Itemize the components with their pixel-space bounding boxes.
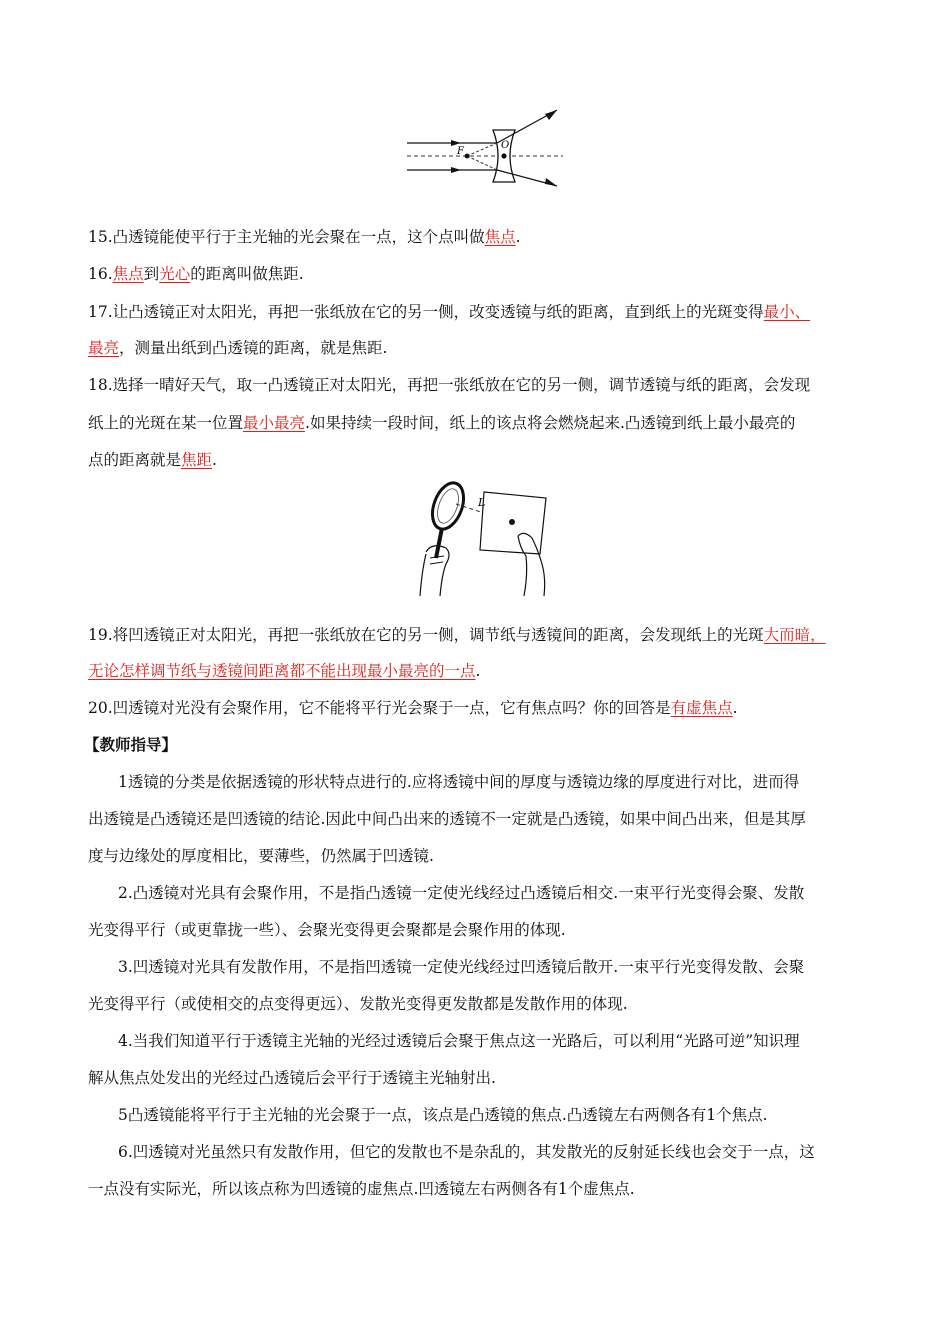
q19-answer-1: 大而暗， [763,626,826,644]
guide-2-line-1: 2.凸透镜对光具有会聚作用，不是指凸透镜一定使光线经过凸透镜后相交.一束平行光变得会聚、发散 [118,884,805,902]
q15-answer: 焦点 [484,228,516,246]
question-18-line-1: 18.选择一晴好天气，取一凸透镜正对太阳光，再把一张纸放在它的另一侧，调节透镜与纸的距离，会发现 [88,376,811,394]
guide-1-line-1: 1透镜的分类是依据透镜的形状特点进行的.应将透镜中间的厚度与透镜边缘的厚度进行对比，进而得 [118,773,800,791]
question-17-line-2: 最亮，测量出纸到凸透镜的距离，就是焦距. [88,339,388,357]
question-16: 16.焦点到光心的距离叫做焦距. [88,265,304,283]
question-18-line-2: 纸上的光斑在某一位置最小最亮.如果持续一段时间，纸上的该点将会燃烧起来.凸透镜到纸上最小最亮的 [88,414,796,432]
q17-answer-a: 最小、 [763,303,811,321]
magnifier-paper-diagram [412,478,564,596]
teacher-guidance-heading: 【教师指导】 [84,735,178,754]
guide-2-line-2: 光变得平行（或更靠拢一些）、会聚光变得更会聚都是会聚作用的体现. [88,921,566,939]
q18-answer-1: 最小最亮 [243,414,306,432]
q18-answer-2: 焦距 [181,451,213,469]
guide-4-line-2: 解从焦点处发出的光经过凸透镜后会平行于透镜主光轴射出. [88,1069,496,1087]
question-19-line-1: 19.将凹透镜正对太阳光，再把一张纸放在它的另一侧，调节纸与透镜间的距离，会发现纸上的光斑大而暗， [88,626,826,644]
concave-lens-diagram [405,100,565,188]
q19-answer-2: 无论怎样调节纸与透镜间距离都不能出现最小最亮的一点 [88,662,476,680]
q16-answer-2: 光心 [159,265,191,283]
question-17-line-1: 17.让凸透镜正对太阳光，再把一张纸放在它的另一侧，改变透镜与纸的距离，直到纸上的光斑变得最小、 [88,303,811,321]
question-19-line-2: 无论怎样调节纸与透镜间距离都不能出现最小最亮的一点. [88,662,481,680]
distance-label: L [478,496,486,509]
question-15: 15.凸透镜能使平行于主光轴的光会聚在一点，这个点叫做焦点. [88,228,521,246]
guide-6-line-1: 6.凹透镜对光虽然只有发散作用，但它的发散也不是杂乱的，其发散光的反射延长线也会交于一点，这 [118,1143,815,1161]
optical-center-label: O [501,140,510,151]
guide-6-line-2: 一点没有实际光，所以该点称为凹透镜的虚焦点.凹透镜左右两侧各有1个虚焦点. [88,1180,635,1198]
focus-label: F [457,146,464,157]
guide-3-line-1: 3.凹透镜对光具有发散作用，不是指凹透镜一定使光线经过凹透镜后散开.一束平行光变得发散、会聚 [118,958,805,976]
q17-answer-b: 最亮 [88,339,120,357]
guide-3-line-2: 光变得平行（或使相交的点变得更远）、发散光变得更发散都是发散作用的体现. [88,995,628,1013]
guide-1-line-3: 度与边缘处的厚度相比，要薄些，仍然属于凹透镜. [88,847,434,865]
guide-4-line-1: 4.当我们知道平行于透镜主光轴的光经过透镜后会聚于焦点这一光路后，可以利用“光路可逆”知识理 [118,1032,800,1050]
guide-5-line-1: 5凸透镜能将平行于主光轴的光会聚于一点，该点是凸透镜的焦点.凸透镜左右两侧各有1个焦点. [118,1106,768,1124]
q16-answer-1: 焦点 [112,265,144,283]
question-18-line-3: 点的距离就是焦距. [88,451,217,469]
q20-answer: 有虚焦点 [670,699,733,717]
question-20: 20.凹透镜对光没有会聚作用，它不能将平行光会聚于一点，它有焦点吗？你的回答是有虚焦点. [88,699,738,717]
guide-1-line-2: 出透镜是凸透镜还是凹透镜的结论.因此中间凸出来的透镜不一定就是凸透镜，如果中间凸出来，但是其厚 [88,810,806,828]
